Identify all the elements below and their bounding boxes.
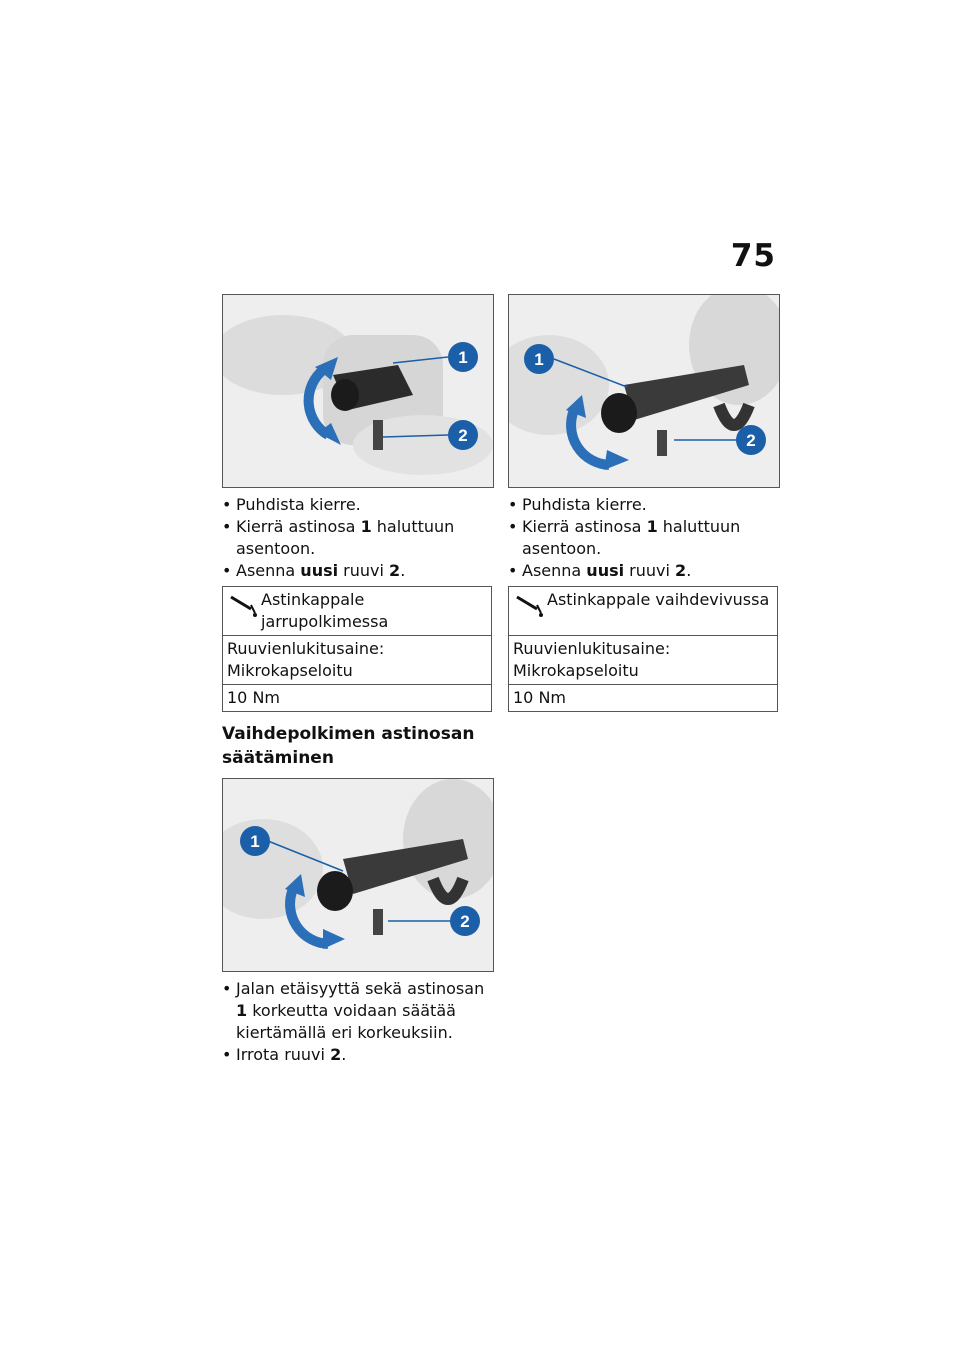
step: • Asenna uusi ruuvi 2. [508, 560, 780, 582]
step: • Jalan etäisyyttä sekä astinosan 1 korkeutta voidaan säätää kiertämällä eri korkeuksiin. [222, 978, 494, 1044]
left-steps-2 [222, 978, 494, 1066]
page-number: 75 [730, 238, 776, 274]
shift-footrest-photo [222, 778, 494, 972]
callout-2: 2 [460, 912, 470, 931]
step: • Kierrä astinosa 1 haluttuun asentoon. [222, 516, 494, 560]
callout-1: 1 [250, 832, 260, 851]
spec-title-row [509, 587, 777, 635]
shift-lever-footrest-photo [508, 294, 780, 488]
spec-title-row [223, 587, 491, 635]
torque-spec-table [222, 586, 492, 712]
torque-spec-table [508, 586, 778, 712]
spec-title: Astinkappale jarrupolkimessa [261, 590, 389, 631]
callout-1: 1 [458, 348, 468, 367]
step: • Irrota ruuvi 2. [222, 1044, 494, 1066]
brake-footrest-photo [222, 294, 494, 488]
spec-adhesive: Ruuvienlukitusaine: Mikrokapseloitu [223, 635, 491, 684]
step: • Puhdista kierre. [222, 494, 494, 516]
section-title: Vaihdepolkimen astinosan säätäminen [222, 724, 475, 768]
spec-torque: 10 Nm [223, 684, 491, 711]
left-steps [222, 494, 494, 582]
spec-torque: 10 Nm [509, 684, 777, 711]
left-column [222, 294, 494, 1066]
right-column [508, 294, 780, 712]
wrench-icon [229, 593, 259, 625]
spec-title: Astinkappale vaihdevivussa [547, 590, 770, 609]
spec-adhesive: Ruuvienlukitusaine: Mikrokapseloitu [509, 635, 777, 684]
wrench-icon [515, 593, 545, 625]
right-steps [508, 494, 780, 582]
callout-2: 2 [746, 431, 756, 450]
step: • Asenna uusi ruuvi 2. [222, 560, 494, 582]
step: • Kierrä astinosa 1 haluttuun asentoon. [508, 516, 780, 560]
callout-1: 1 [534, 350, 544, 369]
step: • Puhdista kierre. [508, 494, 780, 516]
callout-2: 2 [458, 426, 468, 445]
